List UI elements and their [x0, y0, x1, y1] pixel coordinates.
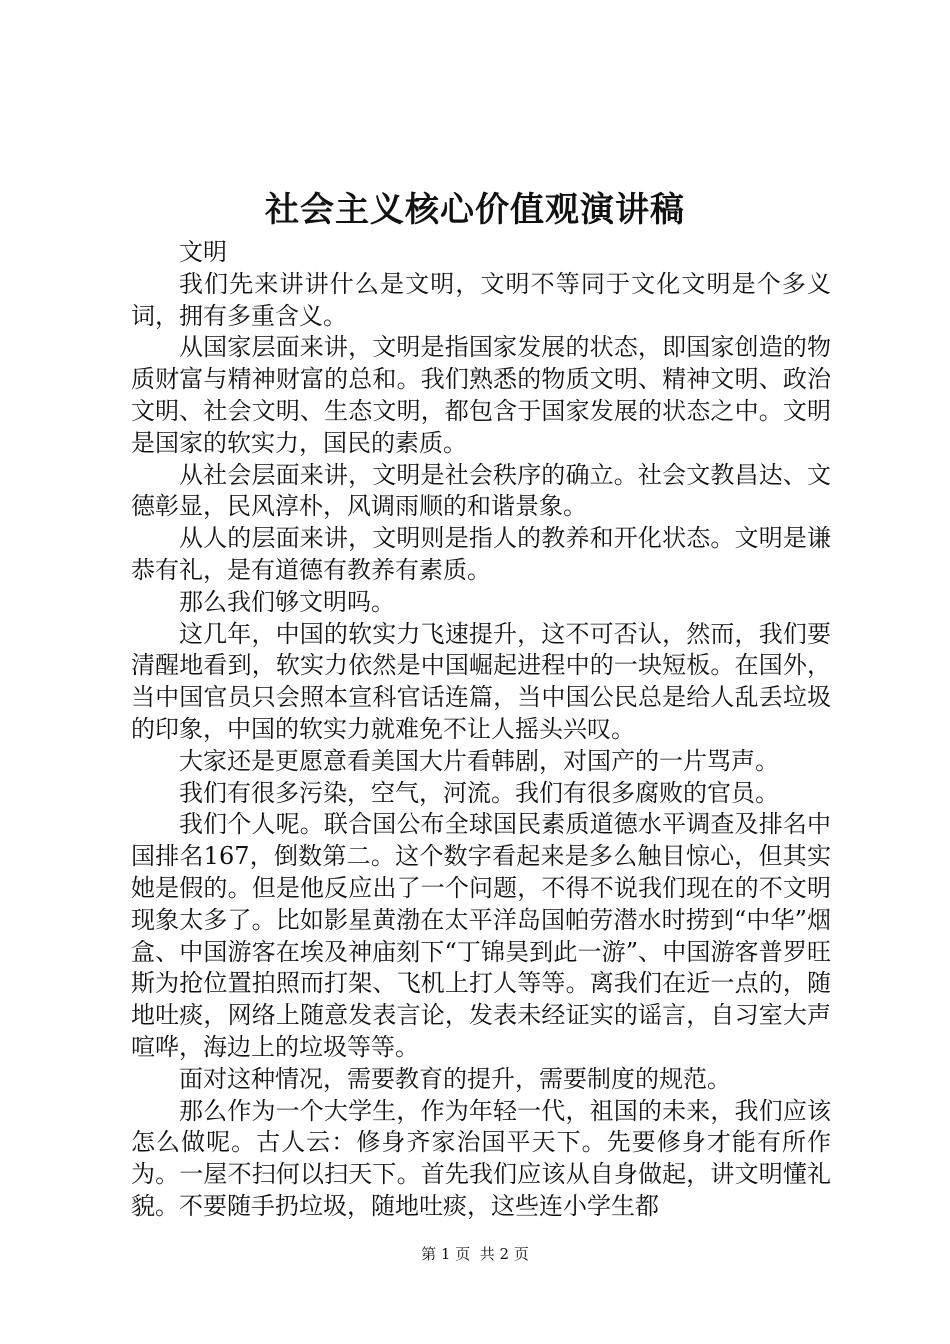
- paragraph: 文明: [179, 238, 227, 266]
- paragraph: 大家还是更愿意看美国大片看韩剧，对国产的一片骂声。: [179, 746, 779, 775]
- paragraph: 从国家层面来讲，文明是指国家发展的状态，即国家创造的物质财富与精神财富的总和。我们熟悉的物质文明、精神文明、政治文明、社会文明、生态文明，都包含于国家发展的状态之中。文明是国家的软实力，国民的素质。: [131, 333, 831, 457]
- paragraph: 我们个人呢。联合国公布全球国民素质道德水平调查及排名中国排名167，倒数第二。这个数字看起来是多么触目惊心，但其实她是假的。但是他反应出了一个问题，不得不说我们现在的不文明现象太多了。比如影星黄渤在太平洋岛国帕劳潜水时捞到“中华”烟盒、中国游客在埃及神庙刻下“丁锦昊到此一游”、中国游客普罗旺斯为抢位置拍照而打架、飞机上打人等等。离我们在近一点的，随地吐痰，网络上随意发表言论，发表未经证实的谣言，自习室大声喧哗，海边上的垃圾等等。: [131, 810, 831, 1061]
- paragraph: 我们有很多污染，空气，河流。我们有很多腐败的官员。: [179, 778, 779, 807]
- paragraph: 从人的层面来讲，文明则是指人的教养和开化状态。文明是谦恭有礼，是有道德有教养有素质。: [131, 524, 831, 584]
- paragraph: 我们先来讲讲什么是文明，文明不等同于文化文明是个多义词，拥有多重含义。: [131, 269, 831, 330]
- paragraph: 那么作为一个大学生，作为年轻一代，祖国的未来，我们应该怎么做呢。古人云：修身齐家治国平天下。先要修身才能有所作为。一屋不扫何以扫天下。首先我们应该从自身做起，讲文明懂礼貌。不要随手扔垃圾，随地吐痰，这些连小学生都: [131, 1096, 831, 1220]
- document-body: [131, 237, 831, 1223]
- page-number: 第 1 页 共 2 页: [421, 1245, 529, 1263]
- paragraph: 那么我们够文明吗。: [179, 587, 395, 616]
- paragraph: 这几年，中国的软实力飞速提升，这不可否认，然而，我们要清醒地看到，软实力依然是中国崛起进程中的一块短板。在国外，当中国官员只会照本宣科官话连篇，当中国公民总是给人乱丢垃圾的印象，中国的软实力就难免不让人摇头兴叹。: [131, 619, 831, 743]
- paragraph: 从社会层面来讲，文明是社会秩序的确立。社会文教昌达、文德彰显，民风淳朴，风调雨顺的和谐景象。: [131, 460, 831, 521]
- page-footer: [0, 1242, 950, 1266]
- paragraph: 面对这种情况，需要教育的提升，需要制度的规范。: [179, 1064, 731, 1093]
- document-title: 社会主义核心价值观演讲稿: [265, 190, 685, 230]
